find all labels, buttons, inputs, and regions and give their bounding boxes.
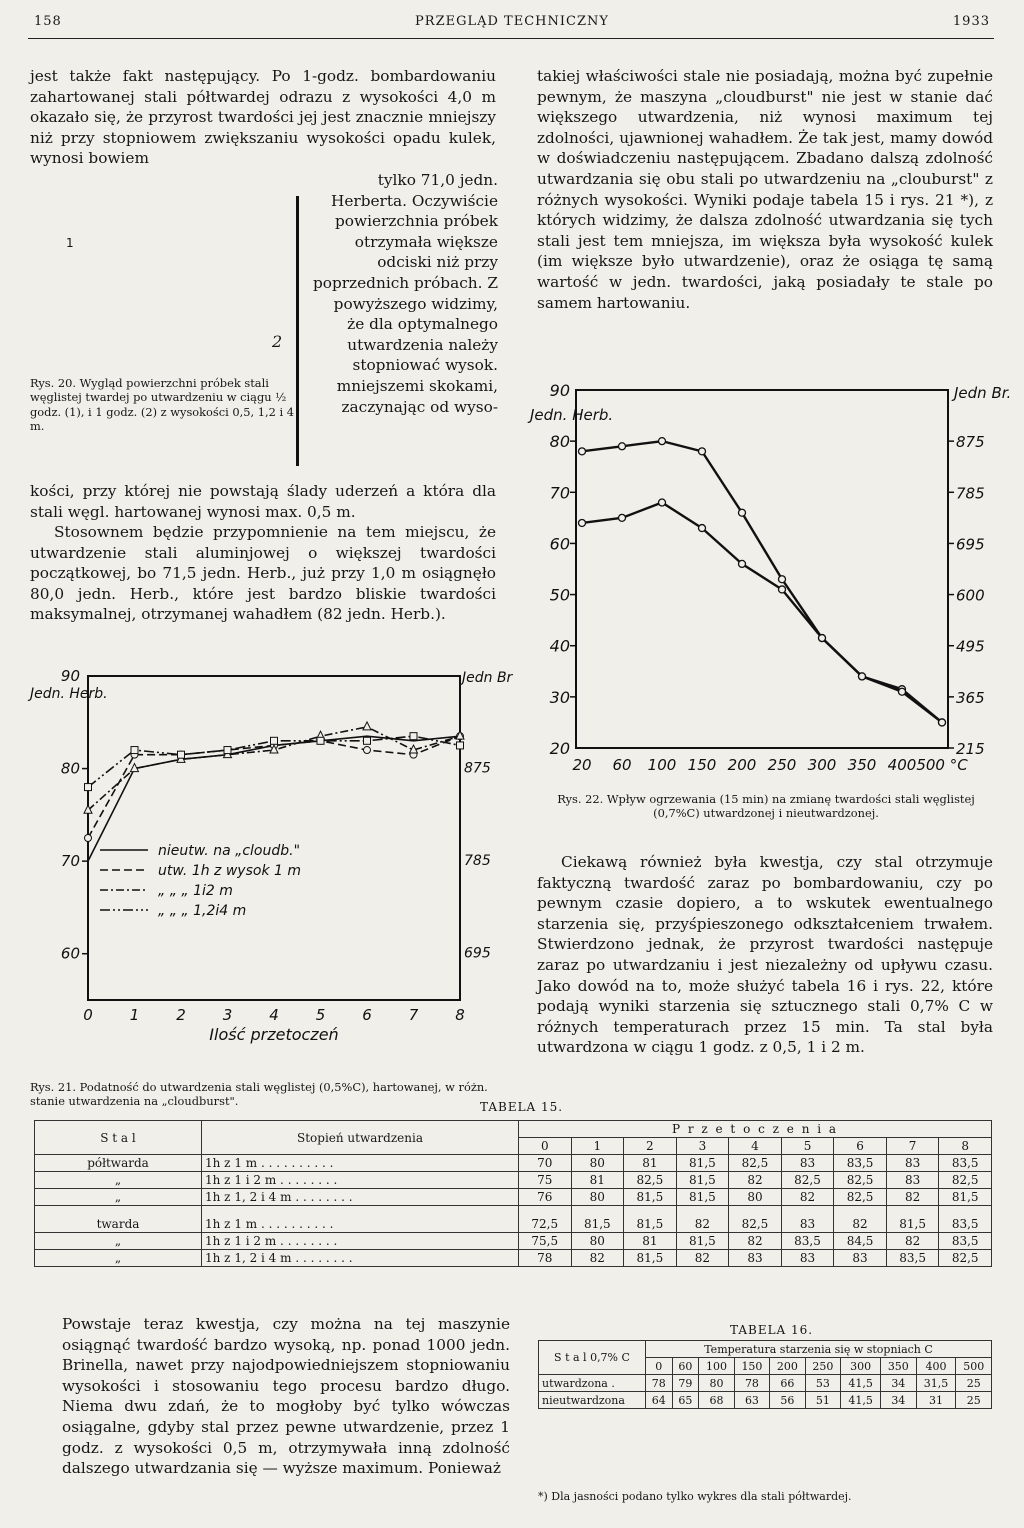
table-16-value: 78	[646, 1375, 673, 1392]
y-tick-label: 70	[549, 483, 570, 503]
table-15-value: 81	[571, 1172, 624, 1189]
table-15-value: 82	[676, 1206, 729, 1233]
table-15-value: 81,5	[676, 1172, 729, 1189]
x-tick-label: 100	[647, 756, 677, 774]
x-tick-label: 8	[455, 1006, 465, 1024]
table-15-col-header: 2	[624, 1138, 677, 1155]
legend-label: utw. 1h z wysok 1 m	[158, 863, 301, 879]
data-point	[739, 560, 746, 567]
y-right-axis-label: Jedn Br	[462, 670, 513, 686]
y-right-tick-label: 875	[956, 433, 985, 452]
table-15-value: 82,5	[834, 1189, 887, 1206]
table-16-value: 64	[646, 1392, 673, 1409]
x-tick-label: 1	[129, 1006, 140, 1024]
table-15-title: TABELA 15.	[480, 1100, 564, 1114]
data-point	[317, 737, 324, 744]
table-15-value: 82,5	[624, 1172, 677, 1189]
y-right-tick-label: 785	[956, 484, 985, 503]
table-16-col-header: 150	[734, 1358, 769, 1375]
table-15-value: 81,5	[886, 1206, 939, 1233]
table-15-stopien: 1h z 1 m . . . . . . . . . .	[202, 1155, 519, 1172]
table-16-col-header: 100	[699, 1358, 734, 1375]
col1-top-text: jest także fakt następujący. Po 1-godz. bombardowaniu zahartowanej stali półtwardej odrazu z wysokości 4,0 m okazało się, że przyrost twardości jej jest znacznie mniejszy niż przy stopniowem zwiększaniu wysokości opadu kulek, wynosi bowiem	[30, 67, 496, 168]
data-point	[619, 443, 626, 450]
y-right-tick-label: 365	[956, 688, 985, 707]
table-15-value: 83	[781, 1206, 834, 1233]
table-16-value: 56	[770, 1392, 805, 1409]
x-tick-label: 400	[887, 756, 917, 774]
x-tick-label: 250	[767, 756, 797, 774]
x-tick-label: 200	[727, 756, 757, 774]
table-row	[539, 1392, 992, 1409]
table-15-stopien: 1h z 1 m . . . . . . . . . .	[202, 1206, 519, 1233]
table-15-value: 83,5	[834, 1155, 887, 1172]
table-15-value: 81	[624, 1155, 677, 1172]
journal-title: PRZEGLĄD TECHNICZNY	[415, 14, 609, 29]
table-16-value: 78	[734, 1375, 769, 1392]
table-15-value: 75	[519, 1172, 572, 1189]
data-point	[619, 514, 626, 521]
y-right-tick-label: 695	[464, 945, 491, 962]
data-point	[363, 722, 371, 730]
table-15-value: 80	[729, 1189, 782, 1206]
plot-frame	[88, 676, 460, 1000]
y-tick-label: 30	[549, 687, 570, 707]
table-15	[34, 1120, 992, 1267]
table-16-title: TABELA 16.	[730, 1323, 814, 1337]
data-point	[131, 747, 138, 754]
figure-20-photo	[30, 190, 302, 368]
table-15-value: 82	[886, 1233, 939, 1250]
y-axis-label: Jedn. Herb.	[30, 686, 108, 702]
series-line	[582, 503, 942, 723]
table-15-value: 70	[519, 1155, 572, 1172]
x-tick-label: 4	[269, 1006, 279, 1024]
col2-top-text: takiej właściwości stale nie posiadają, można być zupełnie pewnym, że maszyna „cloudburst" nie jest w stanie dać większego utwardzenia, niż wynosi maximum tej zdolności, ujawnionej wahadłem. Że tak jest, mamy dowód w doświadczeniu następującem. Zbadano dalszą zdolność utwardzania się obu stali po utwardzeniu na „clouburst" z różnych wysokości. Wyniki podaje tabela 15 i rys. 21 *), z których widzimy, że dalsza zdolność utwardzania się tych stali jest tem mniejsza, im większa była wysokość kulek (im większe było utwardzenie), oraz że osiąga tę samą wartość w jedn. twardości, jaką posiadały te stale po samem hartowaniu.	[537, 67, 993, 312]
data-point	[579, 448, 586, 455]
year: 1933	[952, 14, 990, 29]
y-tick-label: 90	[549, 381, 570, 400]
table-15-value: 82	[834, 1206, 887, 1233]
table-16-value: 25	[956, 1392, 992, 1409]
data-point	[939, 719, 946, 726]
table-15-value: 82,5	[729, 1206, 782, 1233]
x-axis-label: Ilość przetoczeń	[209, 1025, 339, 1044]
table-row	[35, 1233, 992, 1250]
y-tick-label: 70	[60, 852, 80, 871]
x-tick-label: 3	[222, 1006, 233, 1024]
data-point	[85, 835, 92, 842]
col1-paragraph-2: Stosownem będzie przypomnienie na tem miejscu, że utwardzenie stali aluminjowej o większej twardości początkowej, bo 71,5 jedn. Herb., już przy 1,0 m osiągnęło 80,0 jedn. Herb., które jest bardzo bliskie twardości maksymalnej, otrzymanej wahadłem (82 jedn. Herb.).	[30, 523, 496, 624]
table-15-col-header: 7	[886, 1138, 939, 1155]
table-15-value: 82	[886, 1189, 939, 1206]
data-point	[779, 576, 786, 583]
data-point	[739, 509, 746, 516]
page-number: 158	[34, 14, 62, 29]
table-15-value: 82,5	[781, 1172, 834, 1189]
x-tick-label: 150	[687, 756, 717, 774]
y-right-tick-label: 600	[956, 586, 985, 605]
table-16-value: 66	[770, 1375, 805, 1392]
y-axis-label: Jedn. Herb.	[530, 406, 614, 424]
table-15-value: 75,5	[519, 1233, 572, 1250]
table-15-col-header: 8	[939, 1138, 992, 1155]
data-point	[819, 635, 826, 642]
table-15-value: 83	[781, 1155, 834, 1172]
header-rule	[28, 38, 994, 39]
x-tick-label: 20	[572, 756, 592, 774]
col1-paragraph-3: Powstaje teraz kwestja, czy można na tej maszynie osiągnąć twardość bardzo wysoką, np. ponad 1000 jedn. Brinella, nawet przy najodpowiedniejszem stopniowaniu wysokości i stosowaniu tego procesu bardzo długo. Niema dwu zdań, że to mogłoby być tylko wówczas osiągalne, gdyby stal przez pewne utwardzenie, przez 1 godz. z wysokości 0,5 m, otrzymywała inną zdolność dalszego utwardzania się — wyższe maximum. Ponieważ	[62, 1315, 510, 1478]
table-15-value: 82	[729, 1233, 782, 1250]
footnote: *) Dla jasności podano tylko wykres dla stali półtwardej.	[538, 1490, 852, 1503]
data-point	[410, 733, 417, 740]
x-tick-label: 60	[612, 756, 632, 774]
table-15-value: 81,5	[939, 1189, 992, 1206]
table-16-value: 63	[734, 1392, 769, 1409]
table-15-col-header: 5	[781, 1138, 834, 1155]
photo-mark-2: 2	[272, 332, 283, 351]
data-point	[899, 688, 906, 695]
y-tick-label: 80	[549, 432, 570, 452]
table-15-value: 83,5	[939, 1233, 992, 1250]
table-16-value: 79	[672, 1375, 699, 1392]
y-tick-label: 40	[549, 636, 570, 656]
table-16-value: 34	[881, 1392, 916, 1409]
table-15-stopien: 1h z 1, 2 i 4 m . . . . . . . .	[202, 1189, 519, 1206]
col1-side-text: tylko 71,0 jedn. Herberta. Oczywiście powierzchnia próbek otrzymała większe odciski niż przy poprzednich próbach. Z powyższego widzimy, że dla optymalnego utwardzenia należy stopniować wysok. mniejszemi skokami, zaczynając od wyso-	[312, 171, 498, 416]
table-15-value: 81,5	[676, 1233, 729, 1250]
table-15-value: 83	[886, 1155, 939, 1172]
col2-paragraph-2: Ciekawą również była kwestja, czy stal otrzymuje faktyczną twardość zaraz po bombardowaniu, czy po pewnym czasie dopiero, a to wskutek ewentualnego starzenia się, przyśpieszonego odkształceniem trwałem. Stwierdzono jednak, że przyrost twardości następuje zaraz po utwardzaniu i jest niezależny od upływu czasu. Jako dowód na to, może służyć tabela 16 i rys. 22, które podają wyniki starzenia się sztucznego stali 0,7% C w różnych temperaturach przez 15 min. Ta stal była utwardzona w ciągu 1 godz. z 0,5, 1 i 2 m.	[537, 853, 993, 1057]
y-right-tick-label: 875	[464, 760, 491, 777]
figure-22-caption: Rys. 22. Wpływ ogrzewania (15 min) na zmianę twardości stali węglistej (0,7%C) utwardzonej i nieutwardzonej.	[557, 792, 975, 821]
data-point	[699, 525, 706, 532]
table-15-stal: „	[35, 1233, 202, 1250]
data-point	[224, 747, 231, 754]
table-15-stal: „	[35, 1250, 202, 1267]
data-point	[364, 747, 371, 754]
table-15-header-stopien: Stopień utwardzenia	[202, 1121, 519, 1155]
data-point	[84, 805, 92, 813]
y-tick-label: 20	[549, 739, 570, 758]
plot-frame	[576, 390, 948, 748]
table-16-value: 51	[805, 1392, 840, 1409]
figure-22-chart	[528, 376, 1012, 790]
x-tick-label: 6	[362, 1006, 372, 1024]
table-15-value: 81	[624, 1233, 677, 1250]
table-16-value: 53	[805, 1375, 840, 1392]
table-15-value: 81,5	[571, 1206, 624, 1233]
table-16	[538, 1340, 992, 1409]
table-15-stopien: 1h z 1 i 2 m . . . . . . . .	[202, 1172, 519, 1189]
table-15-value: 83	[781, 1250, 834, 1267]
table-16-value: 41,5	[841, 1375, 881, 1392]
table-15-value: 83,5	[939, 1206, 992, 1233]
y-tick-label: 80	[60, 759, 80, 778]
table-15-value: 81,5	[624, 1250, 677, 1267]
data-point	[859, 673, 866, 680]
table-row	[539, 1375, 992, 1392]
data-point	[659, 499, 666, 506]
table-15-value: 82	[781, 1189, 834, 1206]
table-15-value: 82,5	[729, 1155, 782, 1172]
table-16-value: 41,5	[841, 1392, 881, 1409]
data-point	[457, 742, 464, 749]
table-16-stal: nieutwardzona	[539, 1392, 646, 1409]
y-right-tick-label: 785	[464, 853, 491, 870]
table-15-col-header: 3	[676, 1138, 729, 1155]
x-tick-label: 500 °C	[916, 756, 968, 774]
table-row	[35, 1189, 992, 1206]
table-15-value: 83	[834, 1250, 887, 1267]
y-tick-label: 90	[60, 667, 80, 685]
table-15-value: 84,5	[834, 1233, 887, 1250]
table-16-value: 65	[672, 1392, 699, 1409]
table-15-value: 82	[571, 1250, 624, 1267]
x-tick-label: 5	[315, 1006, 326, 1024]
table-16-col-header: 60	[672, 1358, 699, 1375]
table-15-value: 78	[519, 1250, 572, 1267]
table-15-col-header: 6	[834, 1138, 887, 1155]
table-15-value: 76	[519, 1189, 572, 1206]
table-15-stal: „	[35, 1189, 202, 1206]
figure-21-caption: Rys. 21. Podatność do utwardzenia stali węglistej (0,5%C), hartowanej, w różn. stanie utwardzenia na „cloudburst".	[30, 1080, 488, 1109]
table-15-value: 83	[729, 1250, 782, 1267]
table-row	[35, 1155, 992, 1172]
table-16-value: 31,5	[916, 1375, 956, 1392]
table-15-value: 80	[571, 1233, 624, 1250]
table-15-header-stal: S t a l	[35, 1121, 202, 1155]
data-point	[364, 737, 371, 744]
series-line	[582, 441, 942, 722]
y-right-tick-label: 695	[956, 535, 985, 554]
figure-21-chart	[30, 660, 513, 1080]
table-15-value: 72,5	[519, 1206, 572, 1233]
table-15-value: 83,5	[939, 1155, 992, 1172]
x-tick-label: 0	[83, 1006, 93, 1024]
table-15-value: 82,5	[939, 1250, 992, 1267]
table-15-value: 83,5	[886, 1250, 939, 1267]
data-point	[271, 737, 278, 744]
table-15-stal: „	[35, 1172, 202, 1189]
table-16-col-header: 350	[881, 1358, 916, 1375]
table-15-value: 82	[676, 1250, 729, 1267]
table-15-col-header: 1	[571, 1138, 624, 1155]
legend-label: nieutw. na „cloudb."	[158, 843, 301, 859]
y-tick-label: 50	[549, 585, 570, 605]
table-15-stopien: 1h z 1, 2 i 4 m . . . . . . . .	[202, 1250, 519, 1267]
y-right-tick-label: 215	[956, 740, 985, 758]
data-point	[699, 448, 706, 455]
table-16-header-stal: S t a l 0,7% C	[539, 1341, 646, 1375]
legend-label: „ „ „ 1i2 m	[158, 883, 233, 899]
table-15-value: 81,5	[624, 1206, 677, 1233]
table-15-col-header: 0	[519, 1138, 572, 1155]
table-16-col-header: 200	[770, 1358, 805, 1375]
data-point	[178, 751, 185, 758]
table-15-value: 83	[886, 1172, 939, 1189]
table-row	[35, 1250, 992, 1267]
table-15-value: 81,5	[624, 1189, 677, 1206]
x-tick-label: 300	[807, 756, 837, 774]
table-15-value: 82,5	[939, 1172, 992, 1189]
legend-label: „ „ „ 1,2i4 m	[158, 903, 247, 919]
table-16-header-temp: Temperatura starzenia się w stopniach C	[646, 1341, 992, 1358]
table-15-value: 82	[729, 1172, 782, 1189]
table-row	[35, 1172, 992, 1189]
table-15-value: 80	[571, 1155, 624, 1172]
table-16-col-header: 0	[646, 1358, 673, 1375]
col1-bottom-text: kości, przy której nie powstają ślady uderzeń a która dla stali węgl. hartowanej wynosi max. 0,5 m.	[30, 482, 496, 521]
figure-20-caption: Rys. 20. Wygląd powierzchni próbek stali węglistej twardej po utwardzeniu w ciągu ½ godz. (1), i 1 godz. (2) z wysokości 0,5, 1,2 i 4 m.	[30, 376, 294, 434]
data-point	[85, 784, 92, 791]
table-15-value: 83,5	[781, 1233, 834, 1250]
data-point	[579, 519, 586, 526]
data-point	[659, 438, 666, 445]
table-15-header-przetoczenia: P r z e t o c z e n i a	[519, 1121, 992, 1138]
table-16-value: 68	[699, 1392, 734, 1409]
table-15-value: 82,5	[834, 1172, 887, 1189]
table-15-col-header: 4	[729, 1138, 782, 1155]
table-15-stal: twarda	[35, 1206, 202, 1233]
x-tick-label: 7	[408, 1006, 419, 1024]
table-15-stal: półtwarda	[35, 1155, 202, 1172]
table-15-value: 81,5	[676, 1189, 729, 1206]
table-15-value: 81,5	[676, 1155, 729, 1172]
table-15-stopien: 1h z 1 i 2 m . . . . . . . .	[202, 1233, 519, 1250]
data-point	[779, 586, 786, 593]
x-tick-label: 350	[847, 756, 877, 774]
y-tick-label: 60	[60, 944, 80, 963]
table-15-value: 80	[571, 1189, 624, 1206]
y-tick-label: 60	[549, 534, 570, 554]
y-right-tick-label: 495	[956, 637, 985, 656]
table-16-value: 34	[881, 1375, 916, 1392]
table-16-col-header: 500	[956, 1358, 992, 1375]
table-16-col-header: 400	[916, 1358, 956, 1375]
photo-mark-1: 1	[66, 236, 74, 250]
table-16-stal: utwardzona .	[539, 1375, 646, 1392]
table-16-col-header: 250	[805, 1358, 840, 1375]
y-right-axis-label: Jedn Br.	[954, 384, 1012, 402]
table-row	[35, 1206, 992, 1233]
table-16-value: 80	[699, 1375, 734, 1392]
table-16-value: 25	[956, 1375, 992, 1392]
table-16-col-header: 300	[841, 1358, 881, 1375]
table-16-value: 31	[916, 1392, 956, 1409]
x-tick-label: 2	[176, 1006, 186, 1024]
